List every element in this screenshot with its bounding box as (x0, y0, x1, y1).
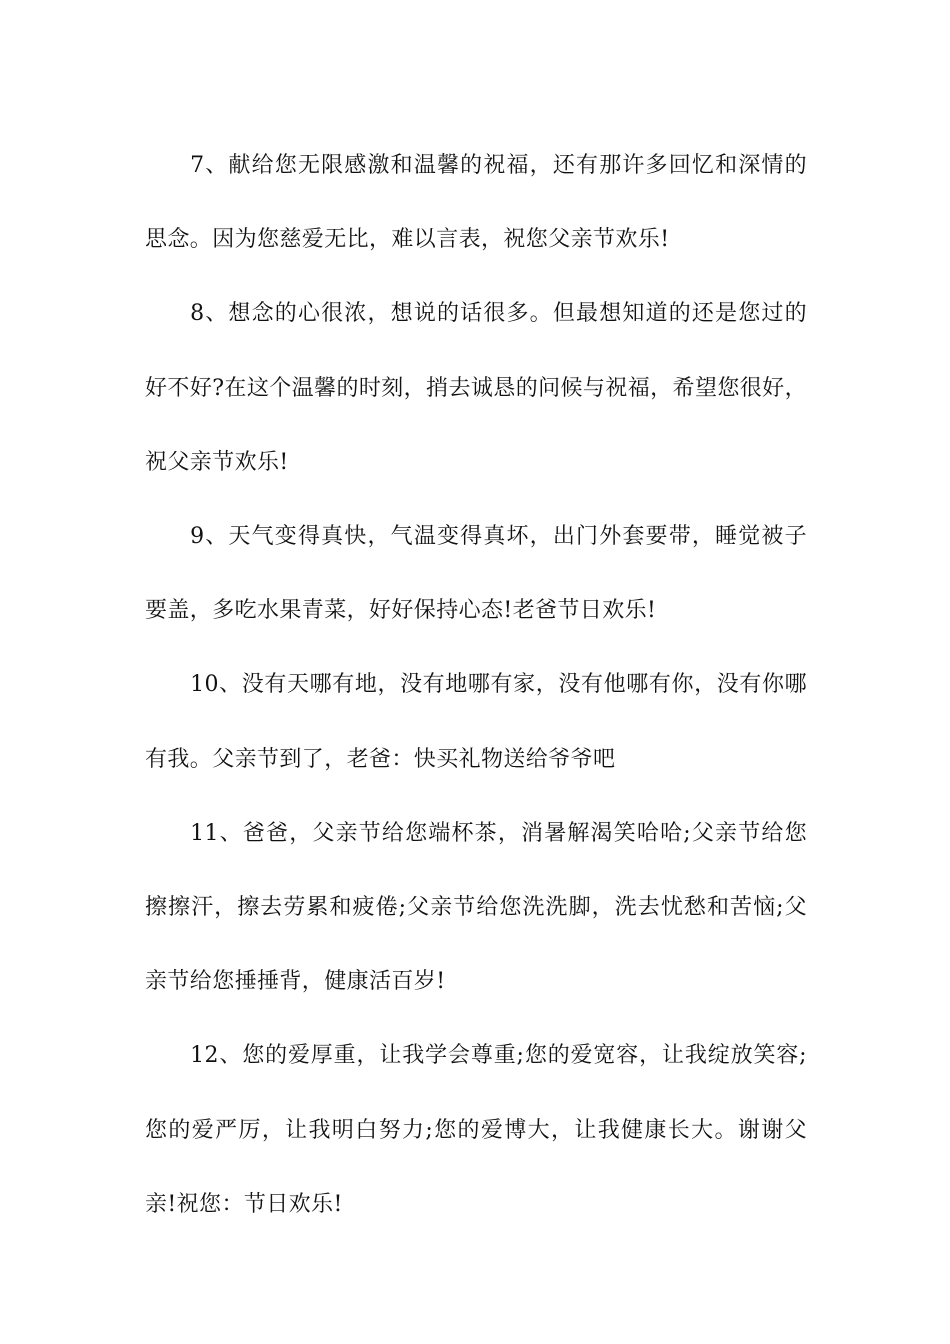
text-body (145, 129, 807, 1242)
paragraph-10: 10、没有天哪有地，没有地哪有家，没有他哪有你，没有你哪有我。父亲节到了，老爸：快买礼物送给爷爷吧 (145, 672, 807, 772)
paragraph-12: 12、您的爱厚重，让我学会尊重;您的爱宽容，让我绽放笑容;您的爱严厉，让我明白努力;您的爱博大，让我健康长大。谢谢父亲!祝您：节日欢乐! (145, 1043, 807, 1217)
paragraph-11: 11、爸爸，父亲节给您端杯茶，消暑解渴笑哈哈;父亲节给您擦擦汗，擦去劳累和疲倦;父亲节给您洗洗脚，洗去忧愁和苦恼;父亲节给您捶捶背，健康活百岁! (145, 820, 807, 995)
paragraph-9: 9、天气变得真快，气温变得真坏，出门外套要带，睡觉被子要盖，多吃水果青菜，好好保持心态!老爸节日欢乐! (145, 524, 807, 624)
paragraph-8: 8、想念的心很浓，想说的话很多。但最想知道的还是您过的好不好?在这个温馨的时刻，捎去诚恳的问候与祝福，希望您很好，祝父亲节欢乐! (145, 301, 807, 475)
paragraph-7: 7、献给您无限感激和温馨的祝福，还有那许多回忆和深情的思念。因为您慈爱无比，难以言表，祝您父亲节欢乐! (145, 153, 807, 253)
